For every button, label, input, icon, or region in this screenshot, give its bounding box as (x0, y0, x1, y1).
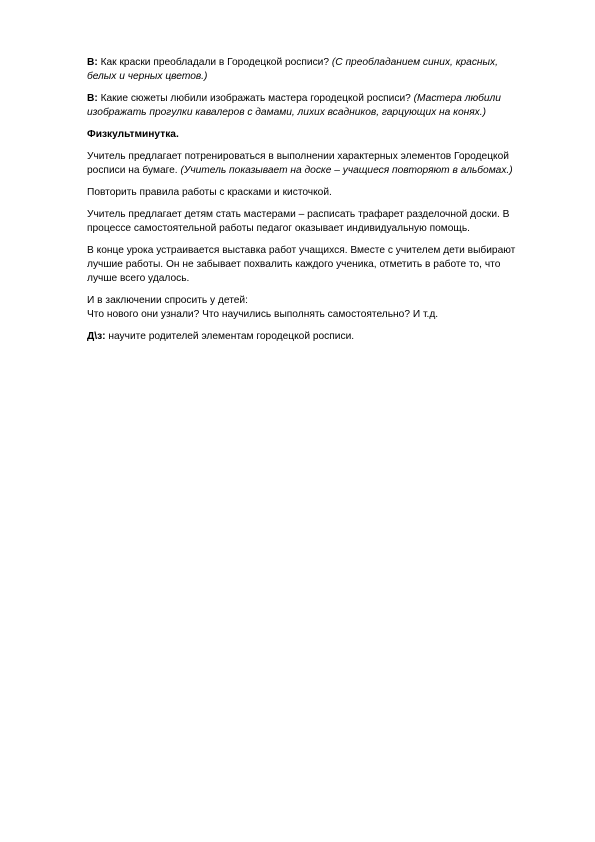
question-answer: (Мастера любили изображать прогулки кавалеров с дамами, лихих всадников, гарцующих на конях.) (87, 93, 501, 118)
question-subjects (87, 92, 527, 120)
question-label: В: (87, 57, 98, 68)
question-colors (87, 56, 527, 84)
conclusion-line-1: И в заключении спросить у детей: (87, 295, 248, 306)
paragraph-conclusion (87, 294, 527, 322)
paragraph-rules: Повторить правила работы с красками и кисточкой. (87, 187, 332, 198)
question-text: Как краски преобладали в Городецкой росписи? (97, 57, 332, 68)
paragraph-note: (Учитель показывает на доске – учащиеся повторяют в альбомах.) (180, 165, 513, 176)
question-text: Какие сюжеты любили изображать мастера городецкой росписи? (97, 93, 414, 104)
homework-label: Д\з: (87, 331, 106, 342)
paragraph-text: Учитель предлагает потренироваться в выполнении характерных элементов Городецкой росписи на бумаге. (87, 151, 509, 176)
section-heading: Физкультминутка. (87, 129, 179, 140)
homework-text: научите родителей элементам городецкой росписи. (105, 331, 355, 342)
homework (87, 330, 527, 344)
conclusion-line-2: Что нового они узнали? Что научились выполнять самостоятельно? И т.д. (87, 309, 439, 320)
document-page (87, 56, 527, 352)
paragraph-practice (87, 150, 527, 178)
paragraph-exhibition: В конце урока устраивается выставка работ учащихся. Вместе с учителем дети выбирают лучшие работы. Он не забывает похвалить каждого ученика, отметить в работе то, что лучше всего удалось. (87, 245, 516, 284)
paragraph-task: Учитель предлагает детям стать мастерами – расписать трафарет разделочной доски. В процессе самостоятельной работы педагог оказывает индивидуальную помощь. (87, 209, 510, 234)
question-answer: (С преобладанием синих, красных, белых и черных цветов.) (87, 57, 498, 82)
question-label: В: (87, 93, 98, 104)
